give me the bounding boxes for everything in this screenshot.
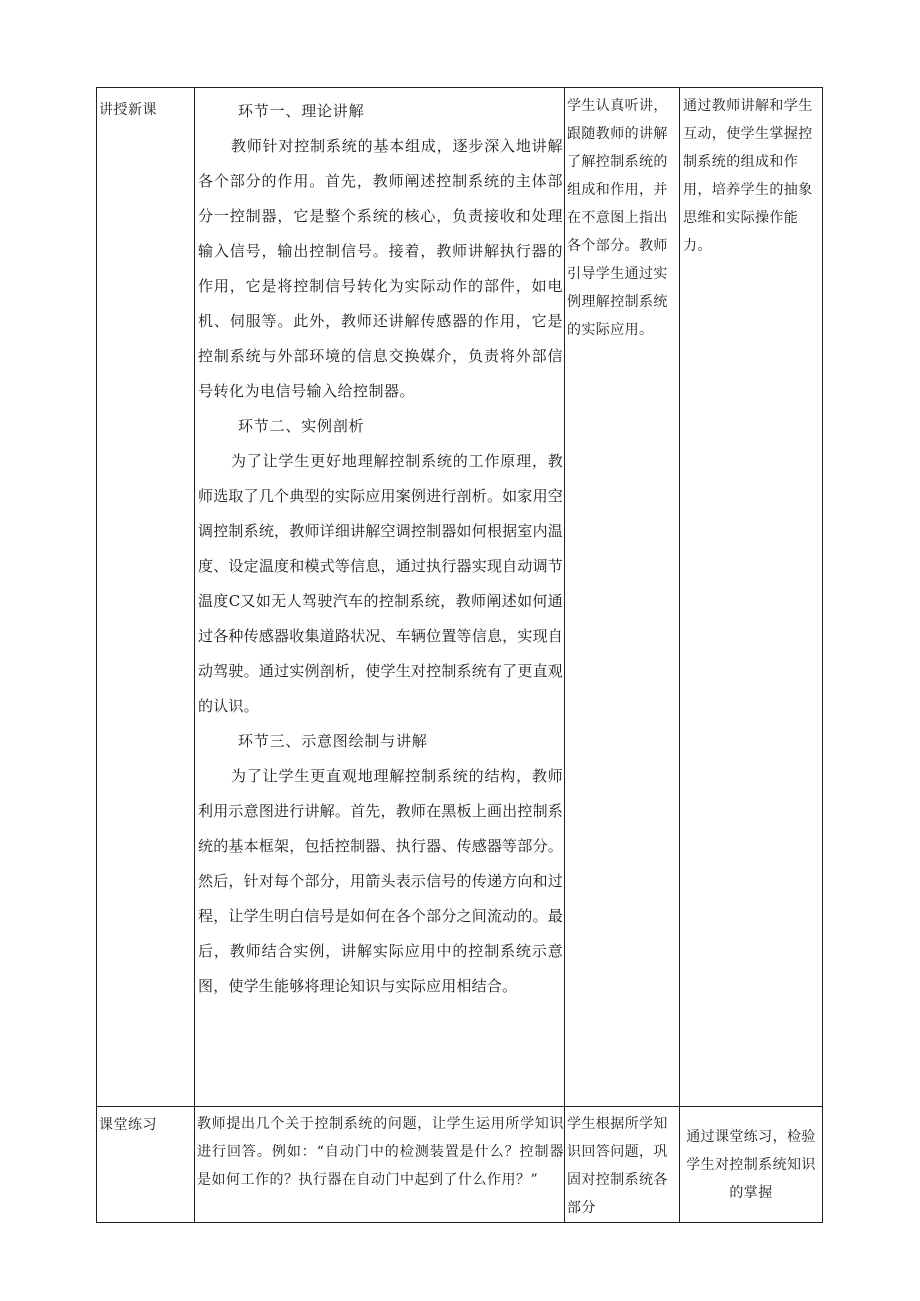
- student-activity-cell: [565, 88, 680, 1107]
- student-activity-text: 学生认真听讲，跟随教师的讲解了解控制系统的组成和作用，并在不意图上指出各个部分。教师引导学生通过实例理解控制系统的实际应用。: [567, 98, 668, 338]
- phase-label: 讲授新课: [99, 102, 157, 118]
- design-purpose-cell: [680, 1107, 823, 1223]
- lesson-plan-table: [96, 87, 823, 1223]
- section-heading: 环节二、实例剖析: [238, 417, 365, 435]
- practice-content-text: 教师提出几个关于控制系统的问题，让学生运用所学知识进行回答。例如：“自动门中的检测装置是什么？控制器是如何工作的？执行器在自动门中起到了什么作用？”: [197, 1116, 564, 1188]
- phase-label: 课堂练习: [99, 1117, 157, 1133]
- table-row-lecture: [97, 88, 823, 1107]
- design-purpose-cell: [680, 88, 823, 1107]
- design-purpose-text: 通过课堂练习，检验学生对控制系统知识的掌握: [686, 1129, 816, 1201]
- phase-cell: [97, 88, 195, 1107]
- table-row-practice: [97, 1107, 823, 1223]
- section-paragraph: 为了让学生更直观地理解控制系统的结构，教师利用示意图进行讲解。首先，教师在黑板上画出控制系统的基本框架，包括控制器、执行器、传感器等部分。然后，针对每个部分，用箭头表示信号的传递方向和过程，让学生明白信号是如何在各个部分之间流动的。最后，教师结合实例，讲解实际应用中的控制系统示意图，使学生能够将理论知识与实际应用相结合。: [198, 767, 563, 995]
- design-purpose-text: 通过教师讲解和学生互动，使学生掌握控制系统的组成和作用，培养学生的抽象思维和实际操作能力。: [683, 98, 813, 254]
- section-heading: 环节一、理论讲解: [238, 102, 365, 120]
- section-paragraph: 教师针对控制系统的基本组成，逐步深入地讲解各个部分的作用。首先，教师阐述控制系统的主体部分一控制器，它是整个系统的核心，负责接收和处理输入信号，输出控制信号。接着，教师讲解执行器的作用，它是将控制信号转化为实际动作的部件，如电机、伺服等。此外，教师还讲解传感器的作用，它是控制系统与外部环境的信息交换媒介，负责将外部信号转化为电信号输入给控制器。: [198, 137, 563, 400]
- student-activity-cell: [565, 1107, 680, 1223]
- phase-cell: [97, 1107, 195, 1223]
- teaching-content-cell: [195, 1107, 565, 1223]
- section-paragraph: 为了让学生更好地理解控制系统的工作原理，教师选取了几个典型的实际应用案例进行剖析。如家用空调控制系统，教师详细讲解空调控制器如何根据室内温度、设定温度和模式等信息，通过执行器实现自动调节温度C又如无人驾驶汽车的控制系统，教师阐述如何通过各种传感器收集道路状况、车辆位置等信息，实现自动驾驶。通过实例剖析，使学生对控制系统有了更直观的认识。: [198, 452, 563, 715]
- student-activity-text: 学生根据所学知识回答问题，巩固对控制系统各部分: [567, 1116, 668, 1216]
- section-heading: 环节三、示意图绘制与讲解: [238, 732, 428, 750]
- teaching-content-cell: [195, 88, 565, 1107]
